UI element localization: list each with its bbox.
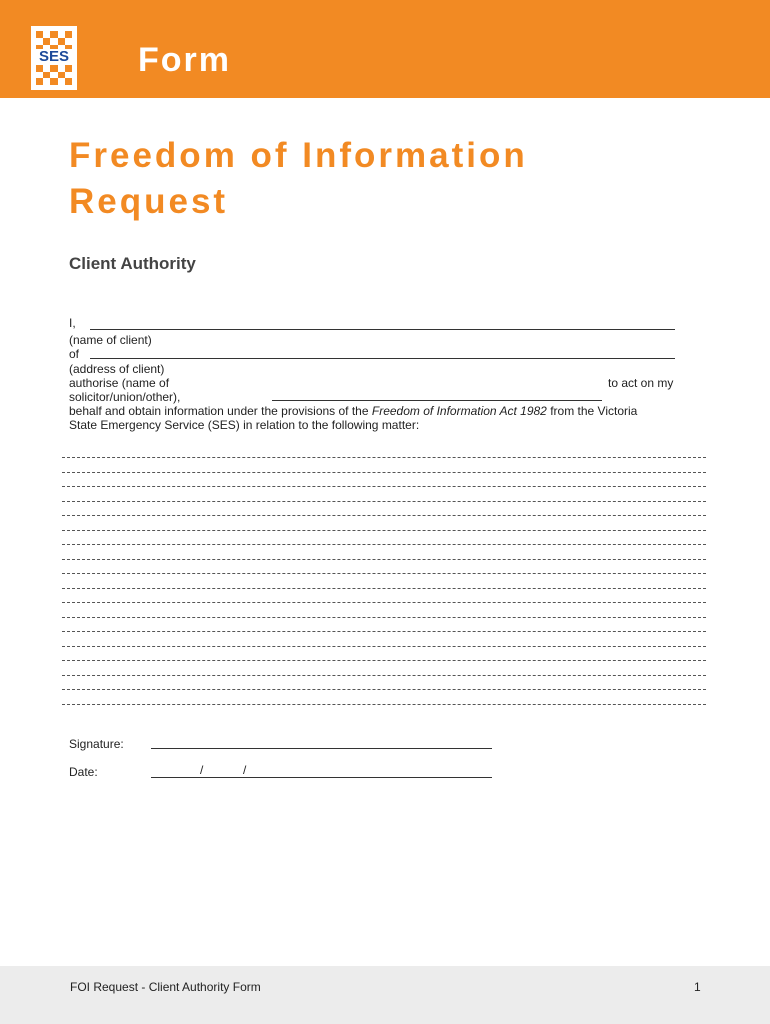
matter-line[interactable] xyxy=(62,515,706,516)
document-title-line2: Request xyxy=(69,182,229,221)
signature-field[interactable] xyxy=(151,748,492,749)
state-text: State Emergency Service (SES) in relation to the following matter: xyxy=(69,418,420,432)
representative-name-field[interactable] xyxy=(272,400,602,401)
matter-line[interactable] xyxy=(62,501,706,502)
caption-name-of-client: (name of client) xyxy=(69,333,152,347)
document-subtitle: Client Authority xyxy=(69,254,196,273)
matter-line[interactable] xyxy=(62,544,706,545)
matter-line[interactable] xyxy=(62,704,706,705)
caption-address-of-client: (address of client) xyxy=(69,362,165,376)
signature-label: Signature: xyxy=(69,737,124,751)
label-solicitor: solicitor/union/other), xyxy=(69,390,181,404)
behalf-text-b: from the Victoria xyxy=(550,404,638,418)
behalf-text-a: behalf and obtain information under the provisions of the xyxy=(69,404,369,418)
matter-line[interactable] xyxy=(62,602,706,603)
footer-document-name: FOI Request - Client Authority Form xyxy=(70,980,261,994)
matter-line[interactable] xyxy=(62,457,706,458)
label-i: I, xyxy=(69,316,76,330)
header-title: Form xyxy=(138,41,231,79)
matter-line[interactable] xyxy=(62,530,706,531)
header-bar xyxy=(0,0,770,98)
date-separator-2: / xyxy=(243,763,247,777)
matter-line[interactable] xyxy=(62,573,706,574)
client-address-field[interactable] xyxy=(90,358,675,359)
date-label: Date: xyxy=(69,765,98,779)
date-separator-1: / xyxy=(200,763,204,777)
document-title-line1: Freedom of Information xyxy=(69,136,528,175)
matter-line[interactable] xyxy=(62,559,706,560)
document-title xyxy=(69,133,629,225)
ses-logo xyxy=(31,26,77,90)
matter-line[interactable] xyxy=(62,675,706,676)
label-act-on-my: to act on my xyxy=(608,376,674,390)
label-authorise: authorise (name of xyxy=(69,376,170,390)
footer xyxy=(0,966,770,1024)
logo-text: SES xyxy=(33,49,75,65)
date-field[interactable] xyxy=(151,777,492,778)
behalf-text xyxy=(69,404,637,418)
label-of: of xyxy=(69,347,80,361)
matter-line[interactable] xyxy=(62,689,706,690)
matter-line[interactable] xyxy=(62,646,706,647)
matter-line[interactable] xyxy=(62,588,706,589)
matter-line[interactable] xyxy=(62,472,706,473)
act-name: Freedom of Information Act 1982 xyxy=(371,404,547,418)
matter-line[interactable] xyxy=(62,631,706,632)
page-number: 1 xyxy=(694,980,701,994)
matter-line[interactable] xyxy=(62,660,706,661)
client-name-field[interactable] xyxy=(90,329,675,330)
matter-line[interactable] xyxy=(62,617,706,618)
matter-line[interactable] xyxy=(62,486,706,487)
